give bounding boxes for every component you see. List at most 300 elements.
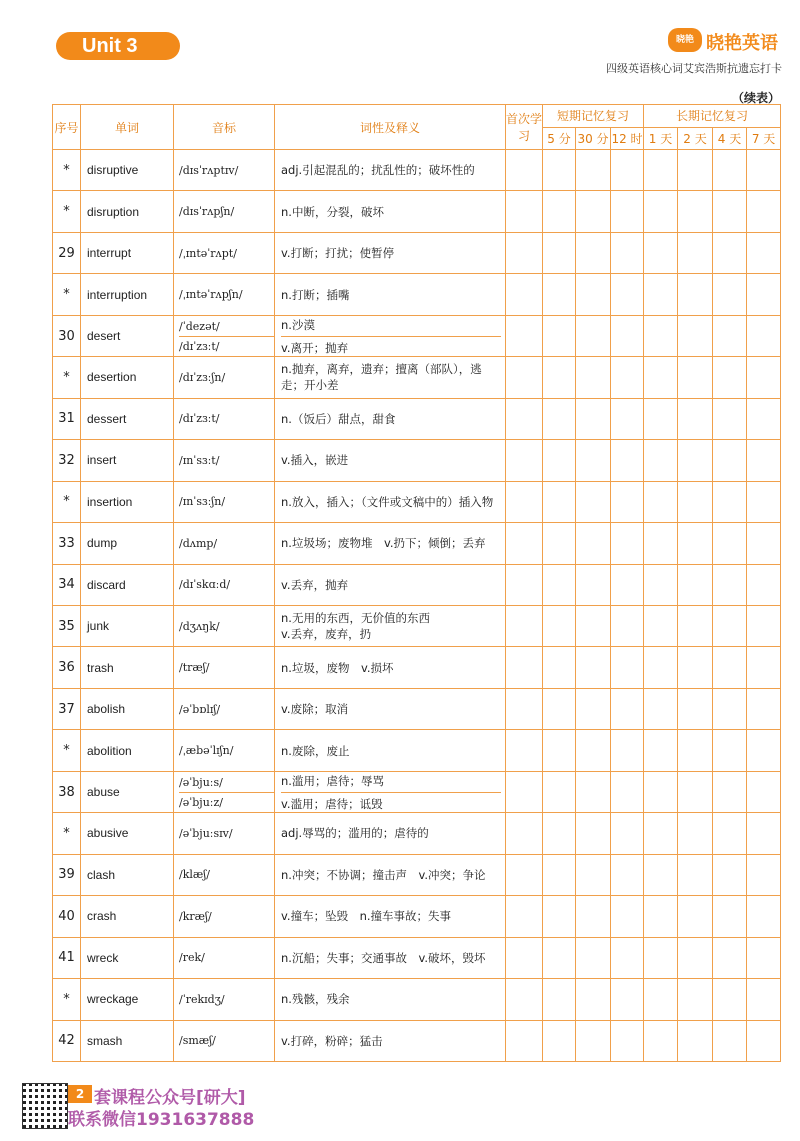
review-checkbox-cell[interactable] <box>576 232 611 273</box>
review-checkbox-cell[interactable] <box>611 647 644 688</box>
review-checkbox-cell[interactable] <box>576 647 611 688</box>
review-checkbox-cell[interactable] <box>543 771 576 812</box>
review-checkbox-cell[interactable] <box>713 937 747 978</box>
table-row <box>53 605 781 646</box>
review-checkbox-cell[interactable] <box>611 854 644 895</box>
definition-text: v.打碎，粉碎；猛击 <box>281 1033 383 1048</box>
review-checkbox-cell[interactable] <box>611 232 644 273</box>
definition-text: n.抛弃，离弃，遗弃；擅离（部队），逃走；开小差 <box>281 362 482 393</box>
review-checkbox-cell[interactable] <box>678 564 713 605</box>
review-checkbox-cell[interactable] <box>713 315 747 356</box>
header-interval: 7 天 <box>747 127 781 150</box>
review-checkbox-cell[interactable] <box>747 605 781 646</box>
review-checkbox-cell[interactable] <box>611 398 644 439</box>
review-checkbox-cell[interactable] <box>543 523 576 564</box>
review-checkbox-cell[interactable] <box>678 937 713 978</box>
review-checkbox-cell[interactable] <box>678 896 713 937</box>
table-row <box>53 647 781 688</box>
review-checkbox-cell[interactable] <box>644 274 678 315</box>
row-word: disruptive <box>81 150 174 191</box>
phonetic-text: /ˌɪntəˈrʌpʃn/ <box>179 288 243 302</box>
table-row <box>53 274 781 315</box>
review-checkbox-cell[interactable] <box>506 813 543 854</box>
review-checkbox-cell[interactable] <box>644 896 678 937</box>
row-word: desertion <box>81 357 174 398</box>
review-checkbox-cell[interactable] <box>543 730 576 771</box>
review-checkbox-cell[interactable] <box>644 605 678 646</box>
review-checkbox-cell[interactable] <box>611 440 644 481</box>
review-checkbox-cell[interactable] <box>611 937 644 978</box>
review-checkbox-cell[interactable] <box>543 232 576 273</box>
review-checkbox-cell[interactable] <box>644 854 678 895</box>
review-checkbox-cell[interactable] <box>611 150 644 191</box>
row-index: 33 <box>53 523 81 564</box>
row-word: junk <box>81 605 174 646</box>
review-checkbox-cell[interactable] <box>678 605 713 646</box>
definition-text: n.垃圾，废物 v.损坏 <box>281 660 394 675</box>
phonetic-text: /dɪsˈrʌpʃn/ <box>179 205 235 219</box>
review-checkbox-cell[interactable] <box>506 979 543 1020</box>
review-checkbox-cell[interactable] <box>747 1020 781 1061</box>
row-phonetic <box>174 150 275 191</box>
review-checkbox-cell[interactable] <box>506 854 543 895</box>
review-checkbox-cell[interactable] <box>611 605 644 646</box>
row-word: smash <box>81 1020 174 1061</box>
review-checkbox-cell[interactable] <box>543 688 576 729</box>
row-phonetic <box>174 937 275 978</box>
review-checkbox-cell[interactable] <box>678 274 713 315</box>
review-checkbox-cell[interactable] <box>576 315 611 356</box>
review-checkbox-cell[interactable] <box>713 896 747 937</box>
review-checkbox-cell[interactable] <box>506 440 543 481</box>
definition-text: n.垃圾场；废物堆 v.扔下；倾倒；丢弃 <box>281 536 486 551</box>
review-checkbox-cell[interactable] <box>747 979 781 1020</box>
review-checkbox-cell[interactable] <box>506 232 543 273</box>
review-checkbox-cell[interactable] <box>678 979 713 1020</box>
row-definition <box>275 150 506 191</box>
row-word: desert <box>81 315 174 356</box>
row-index: 39 <box>53 854 81 895</box>
review-checkbox-cell[interactable] <box>678 232 713 273</box>
header-index: 序号 <box>53 105 81 150</box>
row-index: 38 <box>53 771 81 812</box>
review-checkbox-cell[interactable] <box>576 440 611 481</box>
review-checkbox-cell[interactable] <box>644 647 678 688</box>
header-interval: 2 天 <box>678 127 713 150</box>
review-checkbox-cell[interactable] <box>678 440 713 481</box>
phonetic-text: /ˈrekɪdʒ/ <box>179 992 225 1006</box>
review-checkbox-cell[interactable] <box>611 730 644 771</box>
review-checkbox-cell[interactable] <box>713 357 747 398</box>
review-checkbox-cell[interactable] <box>543 647 576 688</box>
row-definition <box>275 564 506 605</box>
row-phonetic <box>174 274 275 315</box>
row-index: 29 <box>53 232 81 273</box>
review-checkbox-cell[interactable] <box>611 357 644 398</box>
review-checkbox-cell[interactable] <box>611 564 644 605</box>
header-interval: 30 分 <box>576 127 611 150</box>
review-checkbox-cell[interactable] <box>611 688 644 729</box>
review-checkbox-cell[interactable] <box>678 730 713 771</box>
review-checkbox-cell[interactable] <box>678 191 713 232</box>
review-checkbox-cell[interactable] <box>713 481 747 522</box>
row-word: insertion <box>81 481 174 522</box>
review-checkbox-cell[interactable] <box>576 274 611 315</box>
definition-text: n.残骸，残余 <box>281 992 350 1007</box>
table-row <box>53 813 781 854</box>
review-checkbox-cell[interactable] <box>747 398 781 439</box>
table-row <box>53 398 781 439</box>
definition-text: v.离开；抛弃 <box>281 340 349 355</box>
definition-text: n.无用的东西，无价值的东西 <box>281 611 430 626</box>
review-checkbox-cell[interactable] <box>713 647 747 688</box>
table-row <box>53 523 781 564</box>
definition-text: n.废除，废止 <box>281 743 350 758</box>
review-checkbox-cell[interactable] <box>543 979 576 1020</box>
review-checkbox-cell[interactable] <box>713 232 747 273</box>
row-index: * <box>53 481 81 522</box>
review-checkbox-cell[interactable] <box>611 771 644 812</box>
review-checkbox-cell[interactable] <box>543 398 576 439</box>
review-checkbox-cell[interactable] <box>713 523 747 564</box>
review-checkbox-cell[interactable] <box>611 979 644 1020</box>
review-checkbox-cell[interactable] <box>576 813 611 854</box>
review-checkbox-cell[interactable] <box>678 523 713 564</box>
review-checkbox-cell[interactable] <box>506 937 543 978</box>
review-checkbox-cell[interactable] <box>576 688 611 729</box>
review-checkbox-cell[interactable] <box>576 979 611 1020</box>
definition-text: n.中断，分裂，破坏 <box>281 204 384 219</box>
review-checkbox-cell[interactable] <box>747 564 781 605</box>
review-checkbox-cell[interactable] <box>678 771 713 812</box>
review-checkbox-cell[interactable] <box>747 191 781 232</box>
review-checkbox-cell[interactable] <box>644 191 678 232</box>
row-phonetic <box>174 564 275 605</box>
row-word: disruption <box>81 191 174 232</box>
table-row <box>53 730 781 771</box>
phonetic-text: /dʌmp/ <box>179 536 218 550</box>
review-checkbox-cell[interactable] <box>644 150 678 191</box>
review-checkbox-cell[interactable] <box>543 896 576 937</box>
review-checkbox-cell[interactable] <box>506 605 543 646</box>
review-checkbox-cell[interactable] <box>543 481 576 522</box>
phonetic-text: /klæʃ/ <box>179 868 210 882</box>
review-checkbox-cell[interactable] <box>506 688 543 729</box>
review-checkbox-cell[interactable] <box>747 150 781 191</box>
review-checkbox-cell[interactable] <box>747 854 781 895</box>
review-checkbox-cell[interactable] <box>747 813 781 854</box>
review-checkbox-cell[interactable] <box>506 1020 543 1061</box>
review-checkbox-cell[interactable] <box>644 771 678 812</box>
review-checkbox-cell[interactable] <box>543 440 576 481</box>
review-checkbox-cell[interactable] <box>576 1020 611 1061</box>
definition-text: adj.引起混乱的；扰乱性的；破坏性的 <box>281 163 475 178</box>
review-checkbox-cell[interactable] <box>713 1020 747 1061</box>
row-definition <box>275 647 506 688</box>
review-checkbox-cell[interactable] <box>576 730 611 771</box>
row-phonetic <box>174 813 275 854</box>
review-checkbox-cell[interactable] <box>506 357 543 398</box>
row-phonetic <box>174 979 275 1020</box>
review-checkbox-cell[interactable] <box>506 647 543 688</box>
row-definition <box>275 523 506 564</box>
row-definition <box>275 937 506 978</box>
watermark-line-1: 套课程公众号[研大] <box>94 1088 246 1108</box>
review-checkbox-cell[interactable] <box>576 523 611 564</box>
review-checkbox-cell[interactable] <box>543 357 576 398</box>
review-checkbox-cell[interactable] <box>713 398 747 439</box>
review-checkbox-cell[interactable] <box>611 315 644 356</box>
review-checkbox-cell[interactable] <box>713 979 747 1020</box>
row-definition <box>275 1020 506 1061</box>
review-checkbox-cell[interactable] <box>543 605 576 646</box>
review-checkbox-cell[interactable] <box>506 564 543 605</box>
row-definition <box>275 771 506 812</box>
header-phonetic: 音标 <box>174 105 275 150</box>
review-checkbox-cell[interactable] <box>576 150 611 191</box>
review-checkbox-cell[interactable] <box>506 274 543 315</box>
review-checkbox-cell[interactable] <box>644 481 678 522</box>
review-checkbox-cell[interactable] <box>747 315 781 356</box>
row-index: 37 <box>53 688 81 729</box>
review-checkbox-cell[interactable] <box>611 1020 644 1061</box>
review-checkbox-cell[interactable] <box>713 191 747 232</box>
review-checkbox-cell[interactable] <box>713 605 747 646</box>
row-index: * <box>53 979 81 1020</box>
review-checkbox-cell[interactable] <box>713 730 747 771</box>
row-phonetic <box>174 605 275 646</box>
review-checkbox-cell[interactable] <box>713 771 747 812</box>
review-checkbox-cell[interactable] <box>678 357 713 398</box>
page-number: 2 <box>68 1085 92 1103</box>
review-checkbox-cell[interactable] <box>543 191 576 232</box>
phonetic-text: /dɪˈzɜːt/ <box>179 339 220 353</box>
phonetic-text: /træʃ/ <box>179 661 210 675</box>
phonetic-text: /əˈbjuːz/ <box>179 795 223 809</box>
review-checkbox-cell[interactable] <box>611 191 644 232</box>
review-checkbox-cell[interactable] <box>506 398 543 439</box>
definition-text: v.滥用；虐待；诋毁 <box>281 796 383 811</box>
review-checkbox-cell[interactable] <box>747 523 781 564</box>
row-phonetic <box>174 854 275 895</box>
header-word: 单词 <box>81 105 174 150</box>
definition-text: v.丢弃，抛弃 <box>281 577 349 592</box>
row-definition <box>275 854 506 895</box>
table-row <box>53 979 781 1020</box>
review-checkbox-cell[interactable] <box>678 688 713 729</box>
review-checkbox-cell[interactable] <box>506 771 543 812</box>
row-phonetic <box>174 481 275 522</box>
review-checkbox-cell[interactable] <box>678 481 713 522</box>
phonetic-text: /kræʃ/ <box>179 909 212 923</box>
review-checkbox-cell[interactable] <box>506 150 543 191</box>
definition-text: n.冲突；不协调；撞击声 v.冲突；争论 <box>281 867 486 882</box>
row-word: crash <box>81 896 174 937</box>
table-row <box>53 481 781 522</box>
review-checkbox-cell[interactable] <box>713 440 747 481</box>
row-word: abusive <box>81 813 174 854</box>
review-checkbox-cell[interactable] <box>506 896 543 937</box>
review-checkbox-cell[interactable] <box>576 771 611 812</box>
unit-badge <box>56 32 180 60</box>
row-phonetic <box>174 1020 275 1061</box>
table-row <box>53 315 781 356</box>
definition-text: v.丢弃，废弃，扔 <box>281 627 372 642</box>
row-phonetic <box>174 647 275 688</box>
review-checkbox-cell[interactable] <box>506 730 543 771</box>
review-checkbox-cell[interactable] <box>747 274 781 315</box>
row-word: trash <box>81 647 174 688</box>
review-checkbox-cell[interactable] <box>611 481 644 522</box>
continued-label: （续表） <box>731 91 780 105</box>
table-row <box>53 357 781 398</box>
review-checkbox-cell[interactable] <box>678 647 713 688</box>
review-checkbox-cell[interactable] <box>747 481 781 522</box>
review-checkbox-cell[interactable] <box>644 937 678 978</box>
table-row <box>53 564 781 605</box>
row-word: dump <box>81 523 174 564</box>
review-checkbox-cell[interactable] <box>576 191 611 232</box>
review-checkbox-cell[interactable] <box>644 564 678 605</box>
definition-text: v.废除；取消 <box>281 702 349 717</box>
review-checkbox-cell[interactable] <box>576 481 611 522</box>
row-word: discard <box>81 564 174 605</box>
phonetic-text: /əˈbjuːs/ <box>179 775 223 789</box>
review-checkbox-cell[interactable] <box>543 315 576 356</box>
qr-code-icon <box>22 1083 68 1129</box>
book-subtitle: 四级英语核心词艾宾浩斯抗遗忘打卡 <box>606 62 782 75</box>
header-definition: 词性及释义 <box>275 105 506 150</box>
review-checkbox-cell[interactable] <box>713 813 747 854</box>
row-definition <box>275 232 506 273</box>
table-row <box>53 150 781 191</box>
phonetic-text: /dɪsˈrʌptɪv/ <box>179 163 239 177</box>
row-index: 40 <box>53 896 81 937</box>
review-checkbox-cell[interactable] <box>713 564 747 605</box>
row-definition <box>275 730 506 771</box>
review-checkbox-cell[interactable] <box>747 730 781 771</box>
review-checkbox-cell[interactable] <box>747 896 781 937</box>
review-checkbox-cell[interactable] <box>747 232 781 273</box>
row-index: * <box>53 813 81 854</box>
review-checkbox-cell[interactable] <box>576 937 611 978</box>
review-checkbox-cell[interactable] <box>747 440 781 481</box>
row-definition <box>275 191 506 232</box>
phonetic-text: /ˌæbəˈlɪʃn/ <box>179 744 234 758</box>
row-phonetic <box>174 730 275 771</box>
review-checkbox-cell[interactable] <box>611 813 644 854</box>
review-checkbox-cell[interactable] <box>506 191 543 232</box>
header-long-term: 长期记忆复习 <box>644 105 781 128</box>
review-checkbox-cell[interactable] <box>644 232 678 273</box>
row-definition <box>275 813 506 854</box>
review-checkbox-cell[interactable] <box>576 564 611 605</box>
review-checkbox-cell[interactable] <box>543 937 576 978</box>
review-checkbox-cell[interactable] <box>576 398 611 439</box>
review-checkbox-cell[interactable] <box>713 854 747 895</box>
review-checkbox-cell[interactable] <box>644 813 678 854</box>
review-checkbox-cell[interactable] <box>678 315 713 356</box>
row-word: interruption <box>81 274 174 315</box>
review-checkbox-cell[interactable] <box>644 398 678 439</box>
row-word: abolition <box>81 730 174 771</box>
unit-title: Unit 3 <box>82 35 138 57</box>
review-checkbox-cell[interactable] <box>644 440 678 481</box>
review-checkbox-cell[interactable] <box>543 564 576 605</box>
review-checkbox-cell[interactable] <box>506 481 543 522</box>
review-checkbox-cell[interactable] <box>543 813 576 854</box>
row-index: 34 <box>53 564 81 605</box>
table-row <box>53 1020 781 1061</box>
review-checkbox-cell[interactable] <box>713 150 747 191</box>
review-checkbox-cell[interactable] <box>678 813 713 854</box>
review-checkbox-cell[interactable] <box>576 896 611 937</box>
row-phonetic <box>174 315 275 356</box>
review-checkbox-cell[interactable] <box>644 523 678 564</box>
row-phonetic <box>174 771 275 812</box>
review-checkbox-cell[interactable] <box>678 1020 713 1061</box>
header-interval: 12 时 <box>611 127 644 150</box>
table-row <box>53 854 781 895</box>
review-checkbox-cell[interactable] <box>506 315 543 356</box>
review-checkbox-cell[interactable] <box>576 605 611 646</box>
row-phonetic <box>174 357 275 398</box>
review-checkbox-cell[interactable] <box>678 398 713 439</box>
review-checkbox-cell[interactable] <box>543 274 576 315</box>
review-checkbox-cell[interactable] <box>678 150 713 191</box>
review-checkbox-cell[interactable] <box>747 357 781 398</box>
phonetic-text: /dʒʌŋk/ <box>179 619 220 633</box>
table-row <box>53 896 781 937</box>
review-checkbox-cell[interactable] <box>747 688 781 729</box>
review-checkbox-cell[interactable] <box>644 315 678 356</box>
brand-name: 晓艳英语 <box>706 33 778 54</box>
review-checkbox-cell[interactable] <box>644 688 678 729</box>
review-checkbox-cell[interactable] <box>611 274 644 315</box>
table-row <box>53 688 781 729</box>
review-checkbox-cell[interactable] <box>678 854 713 895</box>
definition-text: n.沉船；失事；交通事故 v.破坏，毁坏 <box>281 950 486 965</box>
review-checkbox-cell[interactable] <box>576 357 611 398</box>
review-checkbox-cell[interactable] <box>713 274 747 315</box>
review-checkbox-cell[interactable] <box>747 937 781 978</box>
row-index: * <box>53 150 81 191</box>
review-checkbox-cell[interactable] <box>713 688 747 729</box>
row-phonetic <box>174 896 275 937</box>
review-checkbox-cell[interactable] <box>611 896 644 937</box>
review-checkbox-cell[interactable] <box>543 854 576 895</box>
review-checkbox-cell[interactable] <box>644 730 678 771</box>
row-word: insert <box>81 440 174 481</box>
review-checkbox-cell[interactable] <box>611 523 644 564</box>
row-definition <box>275 481 506 522</box>
vocabulary-table <box>52 104 781 1062</box>
row-definition <box>275 398 506 439</box>
review-checkbox-cell[interactable] <box>644 357 678 398</box>
review-checkbox-cell[interactable] <box>747 771 781 812</box>
phonetic-text: /smæʃ/ <box>179 1034 216 1048</box>
review-checkbox-cell[interactable] <box>644 979 678 1020</box>
review-checkbox-cell[interactable] <box>543 1020 576 1061</box>
review-checkbox-cell[interactable] <box>576 854 611 895</box>
row-definition <box>275 979 506 1020</box>
row-index: 31 <box>53 398 81 439</box>
review-checkbox-cell[interactable] <box>506 523 543 564</box>
review-checkbox-cell[interactable] <box>747 647 781 688</box>
row-word: clash <box>81 854 174 895</box>
review-checkbox-cell[interactable] <box>543 150 576 191</box>
review-checkbox-cell[interactable] <box>644 1020 678 1061</box>
